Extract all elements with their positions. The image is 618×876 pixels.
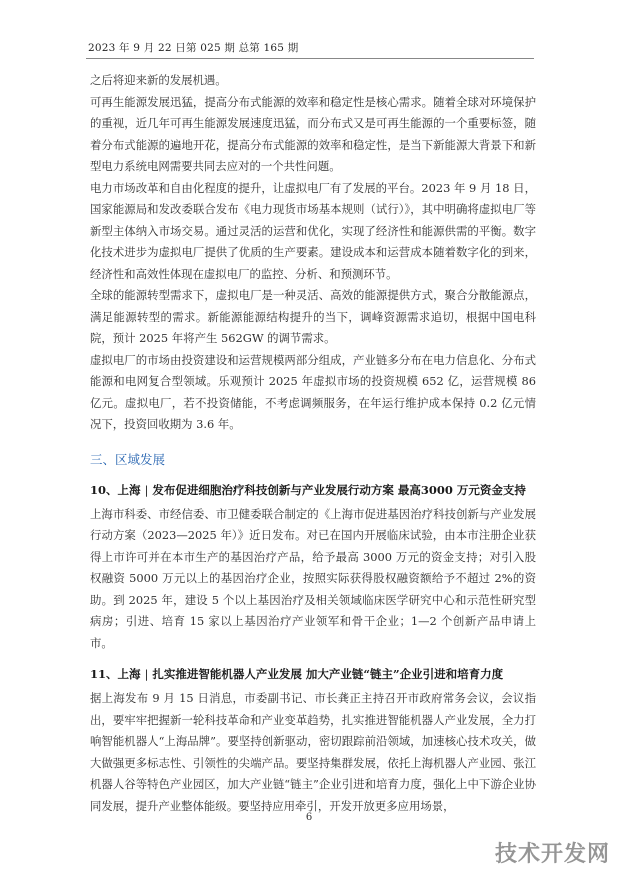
watermark-logo: 技术开发网 bbox=[494, 842, 610, 867]
item-heading-text: 扎实推进智能机器人产业发展 加大产业链“链主”企业引进和培育力度 bbox=[152, 667, 504, 681]
paragraph: 电力市场改革和自由化程度的提升，让虚拟电厂有了发展的平台。2023 年 9 月 18 日，国家能源局和发改委联合发布《电力现货市场基本规则（试行）》，其中明确将虚拟电厂等新型主体纳入市场交易。通过灵活的运营和优化，实现了经济性和能源供需的平衡。数字化技术进步为虚拟电厂提供了优质的生产要素。建设成本和运营成本随着数字化的到来，经济性和高效性体现在虚拟电厂的监控、分析、和预测环节。 bbox=[90, 180, 536, 281]
item-heading-separator: | bbox=[144, 482, 149, 497]
item-heading-prefix: 11、上海 bbox=[90, 667, 141, 681]
paragraph: 可再生能源发展迅猛，提高分布式能源的效率和稳定性是核心需求。随着全球对环境保护的重视，近几年可再生能源发展速度迅猛，而分布式又是可再生能源的一个重要标签，随着分布式能源的遍地开花，提高分布式能源的效率和稳定性，是当下新能源大背景下和新型电力系统电网需要共同去应对的一个共性问题。 bbox=[90, 94, 536, 173]
paragraph: 虚拟电厂的市场由投资建设和运营规模两部分组成，产业链多分布在电力信息化、分布式能源和电网复合型领域。乐观预计 2025 年虚拟市场的投资规模 652 亿，运营规模 86 亿元。虚拟电厂，若不投资储能，不考虑调频服务，在年运行维护成本保持 0.2 亿元情况下，投资回收期为 3.6 年。 bbox=[90, 352, 536, 431]
article-body bbox=[90, 70, 536, 817]
issue-header: 2023 年 9 月 22 日第 025 期 总第 165 期 bbox=[88, 42, 299, 54]
item-body: 据上海发布 9 月 15 日消息，市委副书记、市长龚正主持召开市政府常务会议，会议指出，要牢牢把握新一轮科技革命和产业变革趋势，扎实推进智能机器人产业发展，全力打响智能机器人“上海品牌”。要坚持创新驱动，密切跟踪前沿领域，加速核心技术攻关，做大做强更多标志性、引领性的尖端产品。要坚持集群发展，依托上海机器人产业园、张江机器人谷等特色产业园区，加大产业链“链主”企业引进和培育力度，强化上中下游企业协同发展，提升产业整体能级。要坚持应用牵引，开发开放更多应用场景， bbox=[90, 691, 536, 813]
item-heading bbox=[90, 664, 536, 684]
paragraph: 全球的能源转型需求下，虚拟电厂是一种灵活、高效的能源提供方式，聚合分散能源点，满足能源转型的需求。新能源能源结构提升的当下，调峰资源需求追切，根据中国电科院，预计 2025 年将产生 562GW 的调节需求。 bbox=[90, 288, 536, 345]
header-rule bbox=[86, 58, 534, 59]
item-heading bbox=[90, 480, 536, 500]
page-number: 6 bbox=[305, 812, 313, 823]
item-body: 上海市科委、市经信委、市卫健委联合制定的《上海市促进基因治疗科技创新与产业发展行动方案（2023—2025 年）》近日发布。对已在国内开展临床试验，由本市注册企业获得上市许可并在本市生产的基因治疗产品，给予最高 3000 万元的资金支持；对引入股权融资 5000 万元以上的基因治疗企业，按照实际获得股权融资额给予不超过 2%的资助。到 2025 年，建设 5 个以上基因治疗及相关领域临床医学研究中心和示范性研究型病房；引进、培育 15 家以上基因治疗产业领军和骨干企业；1—2 个创新产品申请上市。 bbox=[90, 506, 536, 650]
item-heading-prefix: 10、上海 bbox=[90, 482, 141, 497]
paragraph: 之后将迎来新的发展机遇。 bbox=[90, 73, 227, 87]
item-heading-separator: | bbox=[144, 667, 149, 681]
item-heading-text: 发布促进细胞治疗科技创新与产业发展行动方案 最高3000 万元资金支持 bbox=[152, 482, 526, 497]
section-title: 三、区域发展 bbox=[90, 451, 166, 467]
